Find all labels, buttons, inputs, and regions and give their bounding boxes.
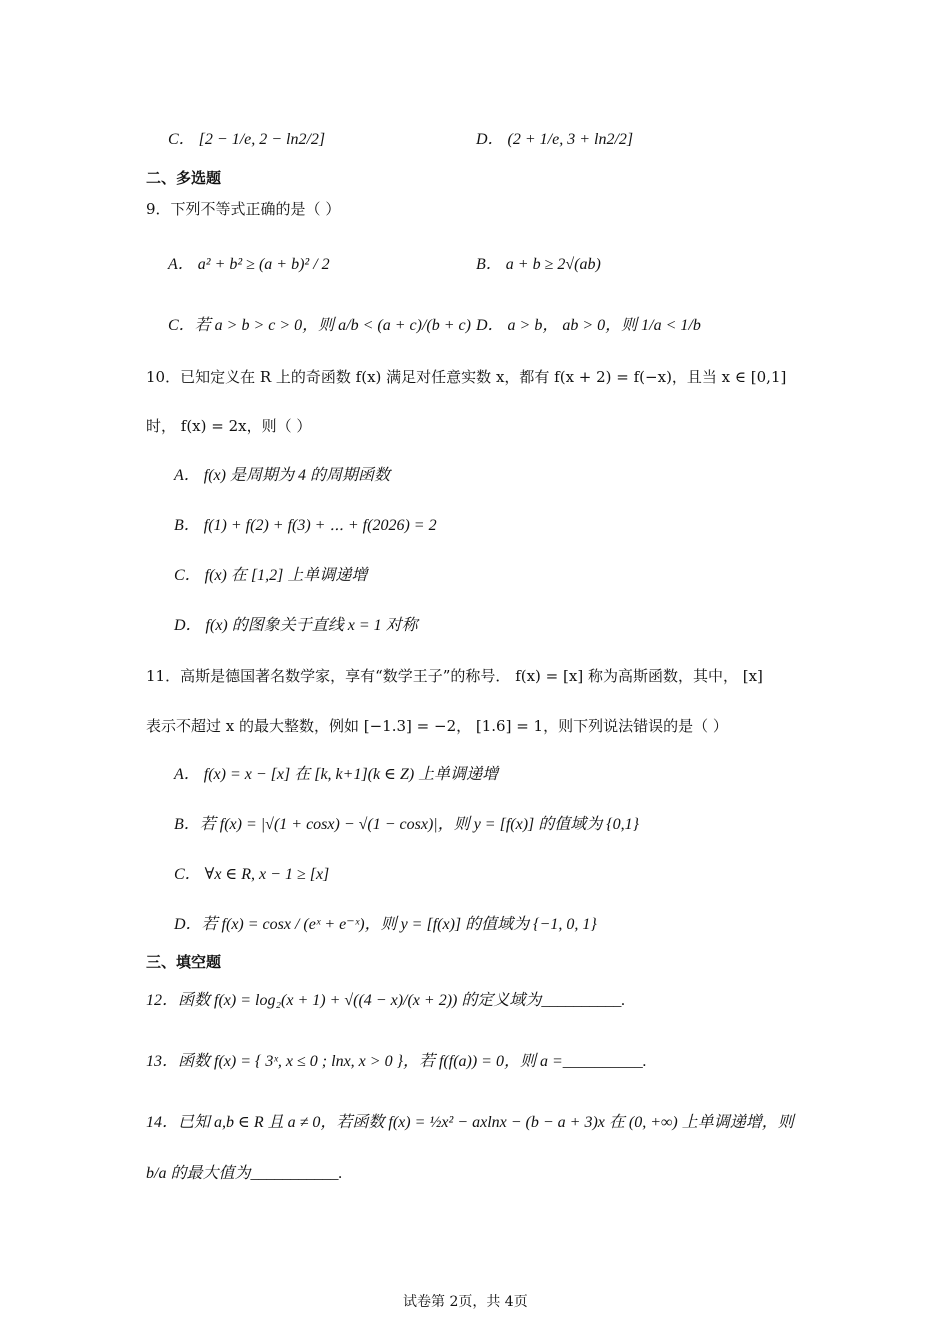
q11-option-c: C． ∀x ∈ R, x − 1 ≥ [x] xyxy=(174,866,330,883)
q9-stem: 9．下列不等式正确的是（ ） xyxy=(146,200,341,218)
q13-text: 13．函数 f(x) = { 3ˣ, x ≤ 0 ; lnx, x > 0 }，若 f(f(a)) = 0，则 a =__________. xyxy=(146,1053,647,1070)
q10-option-a: A． f(x) 是周期为 4 的周期函数 xyxy=(174,467,390,484)
q11-option-b: B．若 f(x) = |√(1 + cosx) − √(1 − cosx)|，则 y = [f(x)] 的值域为 {0,1} xyxy=(174,816,640,833)
q10-stem-line2: 时， f(x) = 2x，则（ ） xyxy=(146,417,312,435)
q11-option-a: A． f(x) = x − [x] 在 [k, k+1](k ∈ Z) 上单调递增 xyxy=(174,766,499,783)
page-footer: 试卷第 2页，共 4页 xyxy=(403,1294,528,1310)
option-d-prev: D． (2 + 1/e, 3 + ln2/2] xyxy=(476,131,634,148)
q14-line2: b/a 的最大值为___________. xyxy=(146,1165,343,1182)
q10-option-c: C． f(x) 在 [1,2] 上单调递增 xyxy=(174,567,368,584)
q14-line1: 14．已知 a,b ∈ R 且 a ≠ 0，若函数 f(x) = ½x² − axlnx − (b − a + 3)x 在 (0, +∞) 上单调递增，则 xyxy=(146,1114,794,1131)
q11-stem-line2: 表示不超过 x 的最大整数，例如 [−1.3] = −2， [1.6] = 1，则下列说法错误的是（ ） xyxy=(146,717,728,735)
q10-stem-line1: 10．已知定义在 R 上的奇函数 f(x) 满足对任意实数 x，都有 f(x + 2) = f(−x)，且当 x ∈ [0,1] xyxy=(146,368,787,386)
q11-stem-line1: 11．高斯是德国著名数学家，享有“数学王子”的称号． f(x) = [x] 称为高斯函数，其中， [x] xyxy=(146,667,763,685)
section-heading-fill: 三、填空题 xyxy=(146,953,222,971)
q9-option-c: C．若 a > b > c > 0，则 a/b < (a + c)/(b + c) xyxy=(168,317,471,334)
q9-option-d: D． a > b， ab > 0，则 1/a < 1/b xyxy=(476,317,701,334)
q9-option-a: A． a² + b² ≥ (a + b)² / 2 xyxy=(168,256,330,273)
q10-option-b: B． f(1) + f(2) + f(3) + ⋯ + f(2026) = 2 xyxy=(174,517,437,534)
section-heading-multi: 二、多选题 xyxy=(146,169,222,187)
option-c-prev: C． [2 − 1/e, 2 − ln2/2] xyxy=(168,131,326,148)
q12-text: 12．函数 f(x) = log₂(x + 1) + √((4 − x)/(x + 2)) 的定义域为__________. xyxy=(146,992,626,1009)
q11-option-d: D．若 f(x) = cosx / (eˣ + e⁻ˣ)，则 y = [f(x)] 的值域为 {−1, 0, 1} xyxy=(174,916,597,933)
q10-option-d: D． f(x) 的图象关于直线 x = 1 对称 xyxy=(174,617,418,634)
q9-option-b: B． a + b ≥ 2√(ab) xyxy=(476,256,601,273)
